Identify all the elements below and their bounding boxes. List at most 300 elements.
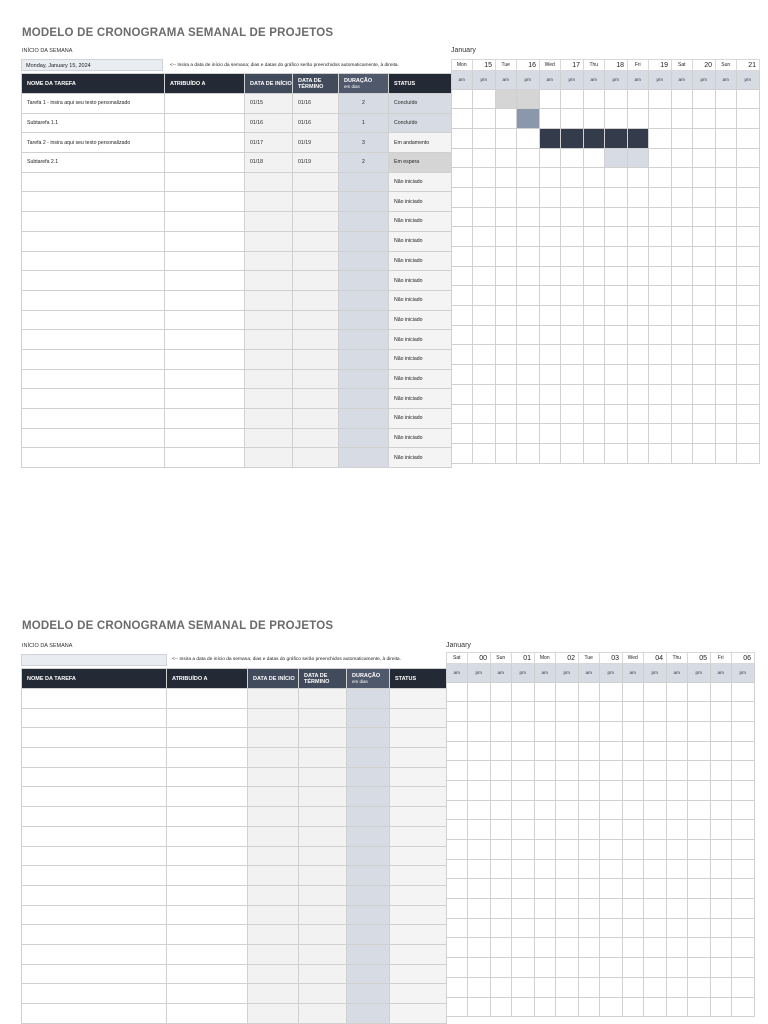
gantt-cell[interactable] xyxy=(452,187,473,207)
gantt-cell[interactable] xyxy=(604,345,628,365)
gantt-cell[interactable] xyxy=(511,997,535,1017)
gantt-cell[interactable] xyxy=(452,266,473,286)
gantt-cell[interactable] xyxy=(648,325,672,345)
cell-end-date[interactable] xyxy=(293,349,339,369)
gantt-cell[interactable] xyxy=(731,997,755,1017)
cell-duration[interactable] xyxy=(339,192,389,212)
gantt-cell[interactable] xyxy=(711,761,732,781)
gantt-cell[interactable] xyxy=(667,899,688,919)
gantt-cell[interactable] xyxy=(731,682,755,702)
cell-task-name[interactable]: Subtarefa 1.1 xyxy=(22,113,165,133)
gantt-cell[interactable] xyxy=(560,384,584,404)
gantt-cell[interactable] xyxy=(472,247,496,267)
cell-task-name[interactable]: Tarefa 1 - insira aqui seu texto personalizado xyxy=(22,94,165,114)
gantt-cell[interactable] xyxy=(667,702,688,722)
gantt-cell[interactable] xyxy=(467,761,491,781)
gantt-cell[interactable] xyxy=(643,682,667,702)
gantt-cell[interactable] xyxy=(667,859,688,879)
cell-duration[interactable] xyxy=(347,807,390,827)
gantt-cell[interactable] xyxy=(496,187,517,207)
gantt-cell[interactable] xyxy=(692,325,716,345)
gantt-cell[interactable] xyxy=(667,761,688,781)
gantt-cell[interactable] xyxy=(496,227,517,247)
cell-duration[interactable] xyxy=(339,428,389,448)
cell-status[interactable]: Não iniciado xyxy=(389,310,452,330)
cell-start-date[interactable] xyxy=(245,428,293,448)
gantt-cell[interactable] xyxy=(516,345,540,365)
gantt-cell[interactable] xyxy=(711,958,732,978)
gantt-cell[interactable] xyxy=(511,918,535,938)
cell-assigned[interactable] xyxy=(167,944,248,964)
gantt-cell[interactable] xyxy=(628,89,649,109)
gantt-cell[interactable] xyxy=(472,365,496,385)
gantt-cell[interactable] xyxy=(579,682,600,702)
cell-task-name[interactable] xyxy=(22,448,165,468)
cell-status[interactable] xyxy=(390,826,447,846)
gantt-cell[interactable] xyxy=(467,682,491,702)
gantt-cell[interactable] xyxy=(672,247,693,267)
gantt-cell[interactable] xyxy=(496,168,517,188)
gantt-cell[interactable] xyxy=(648,345,672,365)
cell-duration[interactable] xyxy=(339,389,389,409)
gantt-cell[interactable] xyxy=(579,741,600,761)
cell-task-name[interactable] xyxy=(22,925,167,945)
gantt-cell[interactable] xyxy=(535,682,556,702)
cell-start-date[interactable] xyxy=(248,885,299,905)
cell-end-date[interactable] xyxy=(299,905,347,925)
gantt-cell[interactable] xyxy=(643,899,667,919)
gantt-cell[interactable] xyxy=(716,227,737,247)
gantt-cell[interactable] xyxy=(648,148,672,168)
gantt-cell[interactable] xyxy=(535,721,556,741)
week-start-input[interactable] xyxy=(21,654,167,666)
gantt-cell[interactable] xyxy=(628,266,649,286)
cell-end-date[interactable] xyxy=(293,428,339,448)
gantt-cell[interactable] xyxy=(584,168,605,188)
gantt-cell[interactable] xyxy=(516,168,540,188)
gantt-cell[interactable] xyxy=(628,443,649,463)
gantt-cell[interactable] xyxy=(511,958,535,978)
cell-task-name[interactable] xyxy=(22,728,167,748)
gantt-cell[interactable] xyxy=(447,800,468,820)
cell-end-date[interactable] xyxy=(299,984,347,1004)
gantt-cell[interactable] xyxy=(736,286,760,306)
gantt-cell[interactable] xyxy=(516,227,540,247)
cell-task-name[interactable] xyxy=(22,689,167,709)
cell-status[interactable] xyxy=(390,689,447,709)
gantt-cell[interactable] xyxy=(599,840,623,860)
cell-assigned[interactable] xyxy=(167,728,248,748)
gantt-cell[interactable] xyxy=(511,682,535,702)
gantt-cell[interactable] xyxy=(623,938,644,958)
cell-assigned[interactable] xyxy=(165,271,245,291)
gantt-cell[interactable] xyxy=(736,424,760,444)
gantt-cell[interactable] xyxy=(599,958,623,978)
cell-end-date[interactable] xyxy=(293,310,339,330)
cell-assigned[interactable] xyxy=(167,787,248,807)
gantt-cell[interactable] xyxy=(628,345,649,365)
gantt-cell[interactable] xyxy=(472,187,496,207)
gantt-cell[interactable] xyxy=(672,384,693,404)
gantt-cell[interactable] xyxy=(604,207,628,227)
gantt-cell[interactable] xyxy=(648,306,672,326)
gantt-cell[interactable] xyxy=(711,997,732,1017)
gantt-cell[interactable] xyxy=(579,840,600,860)
gantt-cell[interactable] xyxy=(496,404,517,424)
gantt-cell[interactable] xyxy=(692,345,716,365)
gantt-cell[interactable] xyxy=(672,424,693,444)
gantt-cell[interactable] xyxy=(623,820,644,840)
gantt-cell[interactable] xyxy=(511,780,535,800)
gantt-cell[interactable] xyxy=(452,345,473,365)
cell-task-name[interactable] xyxy=(22,885,167,905)
gantt-cell[interactable] xyxy=(584,384,605,404)
gantt-cell[interactable] xyxy=(535,899,556,919)
cell-status[interactable] xyxy=(390,1004,447,1024)
gantt-cell[interactable] xyxy=(516,207,540,227)
gantt-cell[interactable] xyxy=(447,918,468,938)
gantt-cell[interactable] xyxy=(467,702,491,722)
gantt-cell[interactable] xyxy=(555,840,579,860)
gantt-cell[interactable] xyxy=(604,266,628,286)
gantt-cell[interactable] xyxy=(643,800,667,820)
gantt-cell[interactable] xyxy=(511,840,535,860)
gantt-cell[interactable] xyxy=(540,443,561,463)
gantt-bar-cell[interactable] xyxy=(604,148,628,168)
gantt-cell[interactable] xyxy=(599,879,623,899)
cell-start-date[interactable] xyxy=(248,767,299,787)
cell-status[interactable]: Não iniciado xyxy=(389,231,452,251)
gantt-cell[interactable] xyxy=(628,306,649,326)
cell-end-date[interactable] xyxy=(293,192,339,212)
gantt-cell[interactable] xyxy=(555,780,579,800)
gantt-cell[interactable] xyxy=(604,424,628,444)
gantt-cell[interactable] xyxy=(447,820,468,840)
gantt-cell[interactable] xyxy=(584,266,605,286)
gantt-cell[interactable] xyxy=(496,128,517,148)
gantt-cell[interactable] xyxy=(447,859,468,879)
cell-duration[interactable] xyxy=(339,172,389,192)
gantt-cell[interactable] xyxy=(472,227,496,247)
cell-start-date[interactable]: 01/16 xyxy=(245,113,293,133)
gantt-cell[interactable] xyxy=(560,168,584,188)
gantt-cell[interactable] xyxy=(736,266,760,286)
cell-duration[interactable] xyxy=(347,826,390,846)
gantt-cell[interactable] xyxy=(540,345,561,365)
gantt-cell[interactable] xyxy=(555,741,579,761)
gantt-cell[interactable] xyxy=(672,168,693,188)
gantt-cell[interactable] xyxy=(579,820,600,840)
cell-start-date[interactable] xyxy=(248,866,299,886)
gantt-cell[interactable] xyxy=(560,424,584,444)
gantt-cell[interactable] xyxy=(599,859,623,879)
gantt-cell[interactable] xyxy=(511,899,535,919)
cell-start-date[interactable] xyxy=(245,448,293,468)
gantt-bar-cell[interactable] xyxy=(604,128,628,148)
gantt-cell[interactable] xyxy=(716,424,737,444)
cell-status[interactable]: Não iniciado xyxy=(389,349,452,369)
gantt-cell[interactable] xyxy=(472,286,496,306)
cell-assigned[interactable] xyxy=(165,290,245,310)
gantt-cell[interactable] xyxy=(736,247,760,267)
gantt-cell[interactable] xyxy=(648,384,672,404)
gantt-cell[interactable] xyxy=(560,306,584,326)
gantt-cell[interactable] xyxy=(472,148,496,168)
gantt-cell[interactable] xyxy=(667,997,688,1017)
gantt-cell[interactable] xyxy=(731,721,755,741)
gantt-cell[interactable] xyxy=(692,266,716,286)
cell-status[interactable] xyxy=(390,846,447,866)
gantt-cell[interactable] xyxy=(643,702,667,722)
gantt-cell[interactable] xyxy=(623,721,644,741)
cell-task-name[interactable] xyxy=(22,310,165,330)
gantt-cell[interactable] xyxy=(447,938,468,958)
gantt-cell[interactable] xyxy=(452,384,473,404)
cell-status[interactable]: Não iniciado xyxy=(389,172,452,192)
gantt-cell[interactable] xyxy=(540,286,561,306)
gantt-cell[interactable] xyxy=(584,404,605,424)
gantt-cell[interactable] xyxy=(736,345,760,365)
cell-start-date[interactable] xyxy=(245,271,293,291)
gantt-cell[interactable] xyxy=(491,820,512,840)
gantt-cell[interactable] xyxy=(472,404,496,424)
gantt-cell[interactable] xyxy=(555,899,579,919)
gantt-cell[interactable] xyxy=(560,207,584,227)
gantt-cell[interactable] xyxy=(736,187,760,207)
gantt-cell[interactable] xyxy=(516,424,540,444)
gantt-cell[interactable] xyxy=(511,800,535,820)
cell-assigned[interactable] xyxy=(165,409,245,429)
gantt-cell[interactable] xyxy=(687,938,711,958)
gantt-cell[interactable] xyxy=(452,306,473,326)
cell-end-date[interactable] xyxy=(293,212,339,232)
cell-duration[interactable] xyxy=(339,369,389,389)
gantt-cell[interactable] xyxy=(604,384,628,404)
cell-status[interactable] xyxy=(390,944,447,964)
gantt-cell[interactable] xyxy=(648,266,672,286)
gantt-cell[interactable] xyxy=(628,286,649,306)
gantt-cell[interactable] xyxy=(496,207,517,227)
gantt-cell[interactable] xyxy=(599,682,623,702)
gantt-cell[interactable] xyxy=(692,365,716,385)
gantt-cell[interactable] xyxy=(648,286,672,306)
cell-status[interactable] xyxy=(390,728,447,748)
cell-task-name[interactable] xyxy=(22,369,165,389)
gantt-cell[interactable] xyxy=(604,365,628,385)
cell-end-date[interactable] xyxy=(293,448,339,468)
gantt-cell[interactable] xyxy=(643,918,667,938)
gantt-cell[interactable] xyxy=(472,325,496,345)
gantt-cell[interactable] xyxy=(535,780,556,800)
cell-end-date[interactable] xyxy=(293,251,339,271)
gantt-cell[interactable] xyxy=(731,918,755,938)
gantt-cell[interactable] xyxy=(584,247,605,267)
gantt-cell[interactable] xyxy=(716,207,737,227)
cell-assigned[interactable] xyxy=(167,1004,248,1024)
gantt-cell[interactable] xyxy=(467,840,491,860)
cell-status[interactable] xyxy=(390,925,447,945)
gantt-cell[interactable] xyxy=(472,266,496,286)
gantt-cell[interactable] xyxy=(579,859,600,879)
gantt-cell[interactable] xyxy=(555,721,579,741)
gantt-cell[interactable] xyxy=(711,918,732,938)
cell-status[interactable]: Não iniciado xyxy=(389,330,452,350)
gantt-cell[interactable] xyxy=(452,207,473,227)
gantt-cell[interactable] xyxy=(491,899,512,919)
cell-start-date[interactable] xyxy=(245,251,293,271)
gantt-cell[interactable] xyxy=(540,424,561,444)
cell-assigned[interactable] xyxy=(167,767,248,787)
gantt-cell[interactable] xyxy=(672,128,693,148)
gantt-cell[interactable] xyxy=(516,148,540,168)
cell-duration[interactable] xyxy=(347,787,390,807)
cell-duration[interactable] xyxy=(347,846,390,866)
gantt-cell[interactable] xyxy=(731,800,755,820)
cell-end-date[interactable] xyxy=(299,826,347,846)
gantt-cell[interactable] xyxy=(711,859,732,879)
gantt-cell[interactable] xyxy=(672,286,693,306)
gantt-cell[interactable] xyxy=(716,128,737,148)
gantt-cell[interactable] xyxy=(516,286,540,306)
gantt-cell[interactable] xyxy=(452,365,473,385)
gantt-cell[interactable] xyxy=(643,977,667,997)
cell-end-date[interactable] xyxy=(293,290,339,310)
gantt-cell[interactable] xyxy=(447,761,468,781)
cell-task-name[interactable] xyxy=(22,964,167,984)
gantt-cell[interactable] xyxy=(599,780,623,800)
gantt-cell[interactable] xyxy=(540,325,561,345)
cell-status[interactable] xyxy=(390,964,447,984)
gantt-cell[interactable] xyxy=(667,879,688,899)
gantt-cell[interactable] xyxy=(555,938,579,958)
gantt-cell[interactable] xyxy=(579,977,600,997)
cell-assigned[interactable] xyxy=(167,885,248,905)
gantt-cell[interactable] xyxy=(472,345,496,365)
cell-status[interactable]: Concluído xyxy=(389,113,452,133)
gantt-cell[interactable] xyxy=(667,958,688,978)
gantt-cell[interactable] xyxy=(511,721,535,741)
gantt-bar-cell[interactable] xyxy=(540,128,561,148)
gantt-cell[interactable] xyxy=(604,187,628,207)
gantt-bar-cell[interactable] xyxy=(628,148,649,168)
gantt-cell[interactable] xyxy=(623,958,644,978)
gantt-cell[interactable] xyxy=(623,859,644,879)
gantt-cell[interactable] xyxy=(628,227,649,247)
cell-assigned[interactable] xyxy=(167,748,248,768)
gantt-cell[interactable] xyxy=(540,148,561,168)
gantt-cell[interactable] xyxy=(467,741,491,761)
cell-assigned[interactable] xyxy=(167,826,248,846)
gantt-cell[interactable] xyxy=(711,820,732,840)
gantt-cell[interactable] xyxy=(628,109,649,129)
gantt-cell[interactable] xyxy=(643,997,667,1017)
gantt-cell[interactable] xyxy=(648,247,672,267)
gantt-cell[interactable] xyxy=(496,325,517,345)
gantt-bar-cell[interactable] xyxy=(584,128,605,148)
gantt-cell[interactable] xyxy=(648,424,672,444)
gantt-cell[interactable] xyxy=(472,424,496,444)
cell-assigned[interactable] xyxy=(167,689,248,709)
cell-assigned[interactable] xyxy=(167,807,248,827)
gantt-cell[interactable] xyxy=(692,286,716,306)
gantt-cell[interactable] xyxy=(452,286,473,306)
gantt-cell[interactable] xyxy=(511,938,535,958)
gantt-cell[interactable] xyxy=(692,424,716,444)
cell-task-name[interactable] xyxy=(22,389,165,409)
gantt-cell[interactable] xyxy=(716,345,737,365)
cell-task-name[interactable] xyxy=(22,212,165,232)
gantt-cell[interactable] xyxy=(584,306,605,326)
gantt-cell[interactable] xyxy=(716,306,737,326)
cell-start-date[interactable]: 01/15 xyxy=(245,94,293,114)
gantt-cell[interactable] xyxy=(560,286,584,306)
gantt-cell[interactable] xyxy=(687,721,711,741)
gantt-cell[interactable] xyxy=(535,741,556,761)
cell-status[interactable] xyxy=(390,984,447,1004)
gantt-bar-cell[interactable] xyxy=(516,109,540,129)
gantt-cell[interactable] xyxy=(540,365,561,385)
gantt-cell[interactable] xyxy=(628,187,649,207)
gantt-cell[interactable] xyxy=(667,977,688,997)
gantt-cell[interactable] xyxy=(540,187,561,207)
gantt-cell[interactable] xyxy=(467,997,491,1017)
gantt-cell[interactable] xyxy=(604,168,628,188)
gantt-cell[interactable] xyxy=(628,404,649,424)
gantt-cell[interactable] xyxy=(736,365,760,385)
gantt-cell[interactable] xyxy=(628,424,649,444)
gantt-cell[interactable] xyxy=(643,780,667,800)
gantt-cell[interactable] xyxy=(687,840,711,860)
gantt-cell[interactable] xyxy=(560,109,584,129)
gantt-cell[interactable] xyxy=(716,148,737,168)
cell-end-date[interactable] xyxy=(293,409,339,429)
cell-assigned[interactable] xyxy=(165,172,245,192)
cell-assigned[interactable] xyxy=(165,153,245,173)
cell-task-name[interactable] xyxy=(22,984,167,1004)
gantt-cell[interactable] xyxy=(672,148,693,168)
gantt-cell[interactable] xyxy=(648,168,672,188)
gantt-cell[interactable] xyxy=(604,89,628,109)
gantt-cell[interactable] xyxy=(535,879,556,899)
gantt-cell[interactable] xyxy=(516,266,540,286)
cell-duration[interactable] xyxy=(347,1004,390,1024)
gantt-cell[interactable] xyxy=(452,168,473,188)
gantt-cell[interactable] xyxy=(648,128,672,148)
cell-start-date[interactable] xyxy=(245,231,293,251)
gantt-cell[interactable] xyxy=(687,780,711,800)
gantt-cell[interactable] xyxy=(472,168,496,188)
gantt-cell[interactable] xyxy=(692,128,716,148)
gantt-cell[interactable] xyxy=(687,958,711,978)
gantt-cell[interactable] xyxy=(623,682,644,702)
cell-start-date[interactable] xyxy=(245,389,293,409)
gantt-cell[interactable] xyxy=(496,286,517,306)
gantt-cell[interactable] xyxy=(623,800,644,820)
gantt-cell[interactable] xyxy=(692,404,716,424)
gantt-cell[interactable] xyxy=(452,89,473,109)
gantt-cell[interactable] xyxy=(555,879,579,899)
gantt-cell[interactable] xyxy=(672,207,693,227)
cell-status[interactable] xyxy=(390,787,447,807)
gantt-cell[interactable] xyxy=(579,899,600,919)
gantt-cell[interactable] xyxy=(452,443,473,463)
gantt-cell[interactable] xyxy=(731,702,755,722)
gantt-cell[interactable] xyxy=(692,443,716,463)
cell-end-date[interactable] xyxy=(299,866,347,886)
gantt-cell[interactable] xyxy=(648,187,672,207)
gantt-cell[interactable] xyxy=(599,800,623,820)
gantt-cell[interactable] xyxy=(452,424,473,444)
